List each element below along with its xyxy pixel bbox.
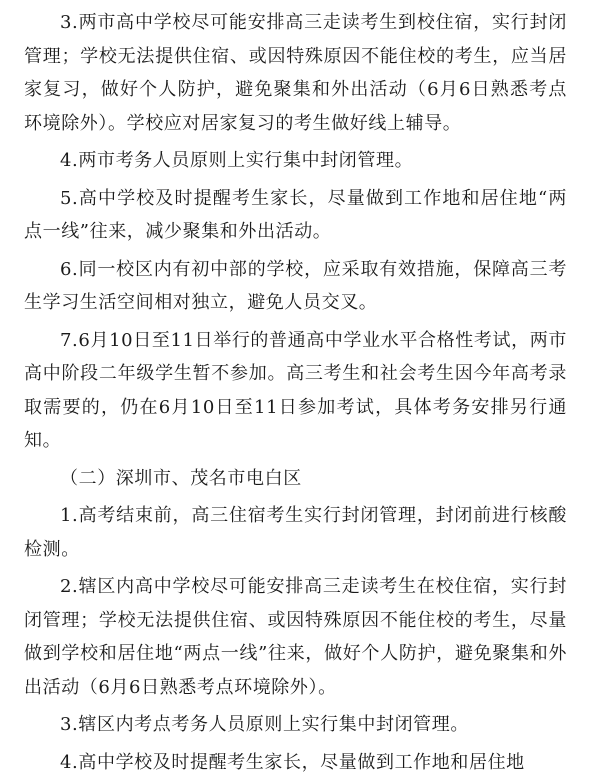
paragraph-item-1: 1.高考结束前，高三住宿考生实行封闭管理，封闭前进行核酸检测。 — [24, 499, 567, 566]
paragraph-item-6: 6.同一校区内有初中部的学校，应采取有效措施，保障高三考生学习生活空间相对独立，避免人员交叉。 — [24, 253, 567, 320]
paragraph-item-7: 7.6月10日至11日举行的普通高中学业水平合格性考试，两市高中阶段二年级学生暂不参加。高三考生和社会考生因今年高考录取需要的，仍在6月10日至11日参加考试，具体考务安排另行通知。 — [24, 324, 567, 458]
paragraph-item-2: 2.辖区内高中学校尽可能安排高三走读考生在校住宿，实行封闭管理；学校无法提供住宿、或因特殊原因不能住校的考生，尽量做到学校和居住地“两点一线”往来，做好个人防护，避免聚集和外出活动（6月6日熟悉考点环境除外）。 — [24, 570, 567, 704]
paragraph-item-4: 4.两市考务人员原则上实行集中封闭管理。 — [24, 144, 567, 178]
paragraph-item-3: 3.两市高中学校尽可能安排高三走读考生到校住宿，实行封闭管理；学校无法提供住宿、或因特殊原因不能住校的考生，应当居家复习，做好个人防护，避免聚集和外出活动（6月6日熟悉考点环境除外）。学校应对居家复习的考生做好线上辅导。 — [24, 6, 567, 140]
paragraph-item-3b: 3.辖区内考点考务人员原则上实行集中封闭管理。 — [24, 708, 567, 742]
paragraph-item-5: 5.高中学校及时提醒考生家长，尽量做到工作地和居住地“两点一线”往来，减少聚集和外出活动。 — [24, 182, 567, 249]
section-heading: （二）深圳市、茂名市电白区 — [24, 462, 567, 496]
paragraph-item-4b: 4.高中学校及时提醒考生家长，尽量做到工作地和居住地 — [24, 746, 567, 779]
